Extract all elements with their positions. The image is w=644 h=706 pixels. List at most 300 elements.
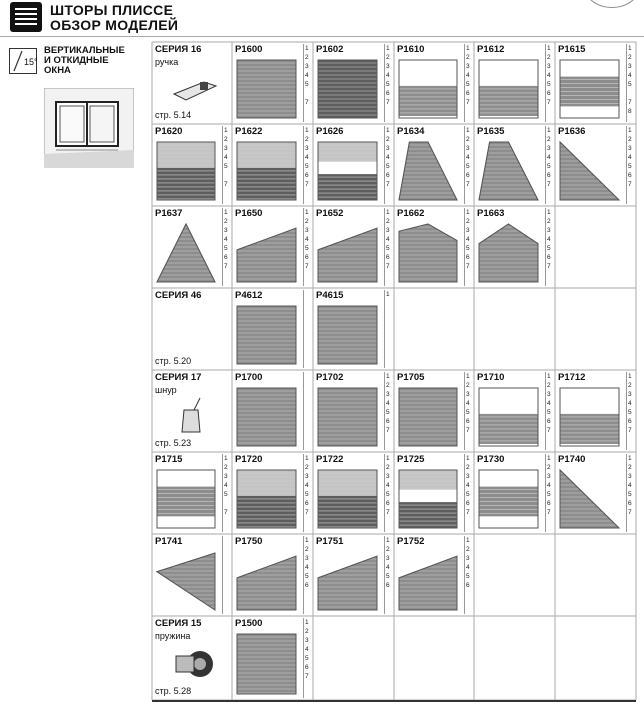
blind-illustration [235,58,298,120]
position-number: 1 [305,619,309,626]
position-number: 3 [386,63,390,70]
position-number: 3 [466,227,470,234]
position-number: 7 [547,427,551,434]
model-cell[interactable] [394,452,474,534]
model-cell[interactable] [313,124,394,206]
position-number: 4 [305,154,309,161]
position-number: 4 [547,236,551,243]
model-code: P1663 [477,208,505,219]
model-cell[interactable] [152,124,232,206]
position-number: 6 [305,254,309,261]
model-code: P1751 [316,536,344,547]
series-page-ref: стр. 5.28 [155,686,192,696]
blind-illustration-wrap [316,550,379,617]
model-cell[interactable] [152,534,232,616]
position-number: 2 [466,546,470,553]
position-number: 5 [547,81,551,88]
position-number: 5 [547,409,551,416]
blind-illustration [477,58,540,120]
position-number: 5 [466,491,470,498]
model-cell[interactable] [232,534,313,616]
position-number: 7 [628,99,632,106]
position-number: 3 [628,145,632,152]
model-cell[interactable] [313,42,394,124]
blind-illustration [235,304,298,366]
position-numbers [545,454,554,532]
position-numbers [222,454,231,532]
position-number: 2 [386,218,390,225]
position-number: 7 [466,263,470,270]
position-numbers [303,290,312,368]
position-number: 2 [466,218,470,225]
blind-illustration-wrap [397,550,459,617]
position-number: 5 [628,81,632,88]
series-cell [152,42,232,124]
blind-illustration [155,468,217,530]
position-number: 5 [386,491,390,498]
position-number: 5 [386,163,390,170]
position-number: 5 [305,573,309,580]
position-number: 7 [547,99,551,106]
position-number: 6 [386,418,390,425]
cord-icon [170,396,220,436]
position-number: 1 [386,127,390,134]
position-number: 2 [224,218,228,225]
position-number: 4 [386,482,390,489]
position-numbers [545,208,554,286]
position-number: 5 [547,245,551,252]
model-code: P1500 [235,618,263,629]
blind-illustration [235,550,298,612]
position-number: 7 [386,99,390,106]
blind-illustration [397,386,459,448]
model-cell[interactable] [394,42,474,124]
position-numbers [464,126,473,204]
position-number: 7 [305,263,309,270]
position-number: 4 [547,482,551,489]
blind-illustration-wrap [397,222,459,289]
spring-icon [170,642,220,682]
position-number: 1 [466,537,470,544]
model-cell[interactable] [555,370,636,452]
position-number: 3 [466,555,470,562]
model-code: P1750 [235,536,263,547]
model-cell[interactable] [394,124,474,206]
blind-illustration-wrap [397,468,459,535]
position-number: 6 [628,172,632,179]
position-numbers [303,208,312,286]
blind-illustration-wrap [477,140,540,207]
position-number: 6 [305,500,309,507]
model-cell[interactable] [394,370,474,452]
position-number: 2 [305,628,309,635]
position-number: 1 [466,45,470,52]
position-number: 2 [386,54,390,61]
model-cell[interactable] [152,452,232,534]
blind-illustration [155,222,217,284]
position-number: 4 [386,154,390,161]
position-number: 4 [386,400,390,407]
model-code: P1602 [316,44,344,55]
position-number: 1 [547,455,551,462]
blind-illustration [235,140,298,202]
blind-illustration-wrap [477,58,540,125]
blind-illustration-wrap [155,550,217,617]
position-number: 6 [547,418,551,425]
model-cell[interactable] [394,534,474,616]
position-number: 4 [628,154,632,161]
position-number: 4 [224,482,228,489]
blind-illustration [477,468,540,530]
blind-illustration-wrap [316,58,379,125]
blind-illustration [235,222,298,284]
position-number: 6 [386,172,390,179]
position-number: 6 [386,500,390,507]
position-number: 4 [386,72,390,79]
position-number: 3 [386,145,390,152]
position-number: 7 [305,181,309,188]
angle-label: 15° [24,57,38,67]
position-number: 7 [224,509,228,516]
position-number: 1 [224,209,228,216]
model-cell[interactable] [232,616,313,700]
blind-illustration-wrap [558,140,621,207]
position-number: 3 [628,391,632,398]
blind-illustration [477,222,540,284]
model-code: P1712 [558,372,586,383]
model-cell[interactable] [313,452,394,534]
position-number: 5 [628,163,632,170]
position-number: 2 [547,218,551,225]
position-number: 3 [386,473,390,480]
model-cell[interactable] [232,124,313,206]
position-number: 6 [628,500,632,507]
position-number: 3 [305,63,309,70]
series-mechanism: шнур [155,385,177,395]
position-number: 5 [386,409,390,416]
position-number: 2 [628,136,632,143]
position-number: 4 [466,400,470,407]
position-number: 2 [466,382,470,389]
blind-illustration [397,140,459,202]
position-number: 2 [224,464,228,471]
position-numbers [303,126,312,204]
position-number: 5 [305,245,309,252]
position-number: 7 [628,427,632,434]
series-cell [152,370,232,452]
position-number: 2 [386,546,390,553]
position-number: 2 [628,382,632,389]
position-number: 4 [224,236,228,243]
position-number: 6 [466,90,470,97]
model-code: P1741 [155,536,183,547]
position-number: 4 [466,236,470,243]
position-number: 1 [466,455,470,462]
model-cell[interactable] [555,124,636,206]
position-number: 3 [224,227,228,234]
position-number: 2 [547,382,551,389]
position-numbers [384,126,393,204]
position-number: 1 [466,127,470,134]
position-number: 3 [628,473,632,480]
position-number: 3 [628,63,632,70]
position-number: 5 [386,245,390,252]
position-number: 6 [547,90,551,97]
position-number: 7 [466,99,470,106]
model-code: P1615 [558,44,586,55]
model-cell[interactable] [474,42,555,124]
title-line-2: ОБЗОР МОДЕЛЕЙ [50,17,179,33]
model-code: P1705 [397,372,425,383]
model-code: P1635 [477,126,505,137]
position-number: 7 [466,427,470,434]
position-number: 7 [305,509,309,516]
blind-illustration-wrap [397,58,459,125]
position-numbers [384,208,393,286]
position-numbers [384,536,393,614]
position-numbers [222,126,231,204]
position-numbers [545,126,554,204]
position-number: 4 [305,72,309,79]
series-name: СЕРИЯ 16 [155,44,202,55]
model-code: P1636 [558,126,586,137]
position-number: 7 [224,181,228,188]
position-number: 7 [547,509,551,516]
blind-illustration [558,140,621,202]
position-number: 5 [386,573,390,580]
position-number: 5 [305,81,309,88]
position-number: 7 [547,263,551,270]
position-number: 4 [628,482,632,489]
bottom-divider [152,700,636,702]
position-number: 5 [466,163,470,170]
position-number: 2 [305,464,309,471]
section-title-line-3: ОКНА [44,65,71,76]
series-name: СЕРИЯ 15 [155,618,202,629]
model-cell[interactable] [474,206,555,288]
position-number: 1 [386,209,390,216]
model-code: P1710 [477,372,505,383]
blind-illustration-wrap [558,468,621,535]
position-number: 2 [628,464,632,471]
model-code: P1634 [397,126,425,137]
position-number: 5 [305,491,309,498]
position-number: 1 [466,209,470,216]
title-line-1: ШТОРЫ ПЛИССЕ [50,2,174,18]
blind-illustration-wrap [316,304,379,371]
position-numbers [384,44,393,122]
blind-illustration [316,386,379,448]
series-cell [152,616,232,700]
blind-illustration [316,222,379,284]
position-numbers [384,454,393,532]
position-number: 5 [466,245,470,252]
series-cell [152,288,232,370]
model-cell[interactable] [474,370,555,452]
position-number: 4 [547,72,551,79]
position-number: 7 [466,181,470,188]
blind-illustration [397,222,459,284]
position-number: 1 [547,209,551,216]
position-number: 2 [305,218,309,225]
position-number: 3 [224,473,228,480]
position-number: 6 [386,582,390,589]
model-code: P1740 [558,454,586,465]
position-number: 5 [466,81,470,88]
position-number: 5 [628,409,632,416]
model-cell[interactable] [232,288,313,370]
position-number: 3 [224,145,228,152]
series-page-ref: стр. 5.20 [155,356,192,366]
position-number: 3 [466,391,470,398]
position-number: 6 [386,90,390,97]
model-cell[interactable] [313,370,394,452]
position-number: 1 [224,455,228,462]
model-code: P4615 [316,290,344,301]
blind-illustration-wrap [235,632,298,701]
blind-illustration-wrap [316,222,379,289]
position-number: 2 [628,54,632,61]
model-code: P1715 [155,454,183,465]
position-number: 3 [466,63,470,70]
position-number: 3 [386,391,390,398]
position-number: 2 [305,54,309,61]
blind-illustration [558,58,621,120]
series-name: СЕРИЯ 17 [155,372,202,383]
model-cell[interactable] [474,452,555,534]
position-number: 7 [628,509,632,516]
position-number: 2 [386,136,390,143]
position-number: 3 [305,555,309,562]
model-code: P4612 [235,290,263,301]
position-number: 6 [466,500,470,507]
position-number: 3 [547,63,551,70]
blind-illustration [397,468,459,530]
position-number: 4 [305,646,309,653]
model-cell[interactable] [555,42,636,124]
position-number: 3 [466,145,470,152]
position-numbers [464,44,473,122]
series-page-ref: стр. 5.23 [155,438,192,448]
position-number: 6 [224,254,228,261]
model-cell[interactable] [313,288,394,370]
position-number: 4 [305,564,309,571]
position-number: 6 [547,254,551,261]
position-number: 1 [628,45,632,52]
position-number: 7 [547,181,551,188]
section-title-line-1: ВЕРТИКАЛЬНЫЕ [44,45,125,56]
position-numbers [626,454,635,532]
position-number: 3 [466,473,470,480]
position-number: 1 [305,455,309,462]
position-number: 4 [305,482,309,489]
position-number: 1 [224,127,228,134]
position-number: 5 [305,655,309,662]
position-numbers [545,44,554,122]
model-cell[interactable] [555,452,636,534]
blind-illustration-wrap [235,222,298,289]
series-picture [170,396,220,441]
position-number: 4 [547,154,551,161]
position-number: 7 [628,181,632,188]
position-number: 4 [466,482,470,489]
position-number: 5 [305,163,309,170]
handle-icon [170,68,220,108]
model-cell[interactable] [232,206,313,288]
position-number: 2 [305,546,309,553]
position-number: 2 [386,464,390,471]
model-cell[interactable] [232,370,313,452]
blind-illustration [477,140,540,202]
position-numbers [303,536,312,614]
model-code: P1700 [235,372,263,383]
model-cell[interactable] [232,452,313,534]
model-code: P1612 [477,44,505,55]
blind-illustration-wrap [155,222,217,289]
position-numbers [464,372,473,450]
position-number: 4 [386,236,390,243]
position-number: 4 [466,72,470,79]
position-number: 6 [547,500,551,507]
model-cell[interactable] [474,124,555,206]
model-code: P1620 [155,126,183,137]
position-number: 2 [466,464,470,471]
position-numbers [303,44,312,122]
blind-illustration [316,304,379,366]
section-title-line-2: И ОТКИДНЫЕ [44,55,109,66]
position-number: 1 [628,373,632,380]
position-number: 1 [305,209,309,216]
model-cell[interactable] [313,534,394,616]
position-number: 2 [386,382,390,389]
model-cell[interactable] [394,206,474,288]
blind-illustration-wrap [316,140,379,207]
position-number: 4 [305,236,309,243]
position-number: 6 [305,664,309,671]
position-number: 1 [547,45,551,52]
model-cell[interactable] [232,42,313,124]
model-code: P1637 [155,208,183,219]
blind-illustration-wrap [235,468,298,535]
blind-illustration-wrap [477,468,540,535]
model-cell[interactable] [313,206,394,288]
position-numbers [626,126,635,204]
blind-illustration-wrap [477,386,540,453]
position-number: 4 [547,400,551,407]
position-number: 3 [547,227,551,234]
blind-illustration-wrap [397,386,459,453]
model-cell[interactable] [152,206,232,288]
position-numbers [464,454,473,532]
blind-illustration-wrap [235,386,298,453]
position-number: 4 [628,72,632,79]
position-number: 7 [386,263,390,270]
position-number: 1 [386,291,390,298]
position-number: 2 [466,54,470,61]
blind-illustration [316,550,379,612]
position-numbers [303,454,312,532]
position-number: 1 [386,45,390,52]
position-numbers [384,372,393,450]
blind-illustration-wrap [235,58,298,125]
position-number: 5 [547,163,551,170]
position-number: 2 [547,464,551,471]
position-number: 5 [224,491,228,498]
position-number: 3 [305,145,309,152]
blind-illustration-wrap [155,468,217,535]
position-number: 5 [628,491,632,498]
position-number: 7 [386,509,390,516]
